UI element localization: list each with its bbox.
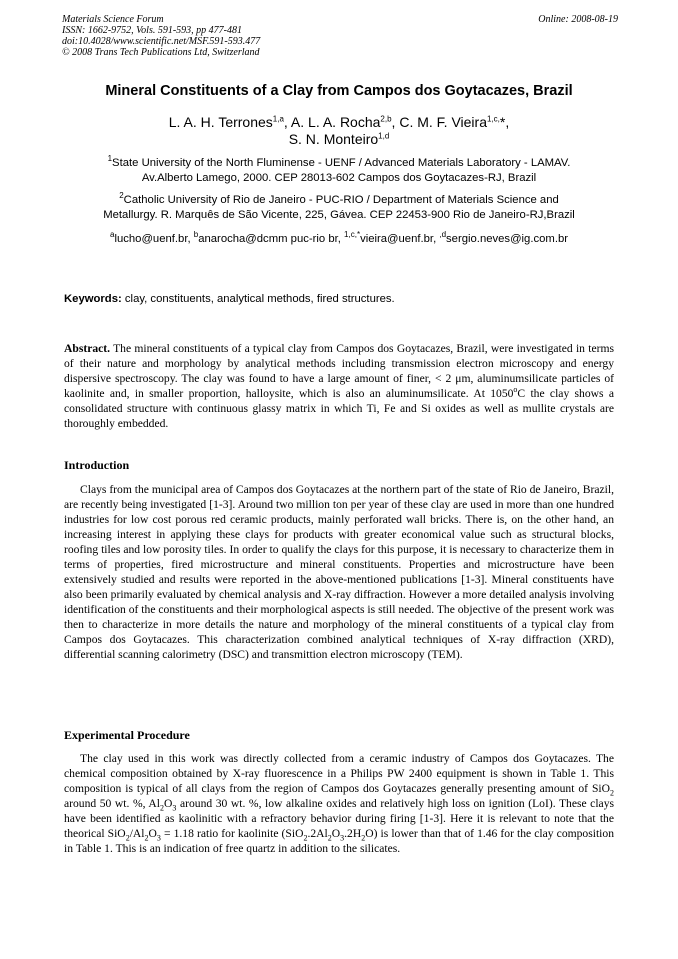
text-run: O [164,797,173,810]
text-run: O [331,827,341,840]
affiliation-mark: 2 [119,191,124,201]
text-run: /Al [129,827,145,840]
affiliation-line: Metallurgy. R. Marquês de São Vicente, 225, Gávea. CEP 22453-900 Rio de Janeiro-RJ,Brazil [103,209,575,221]
subscript: 2 [610,788,614,798]
email-mark: b [193,230,199,240]
online-date: Online: 2008-08-19 [538,14,618,25]
subscript: 3 [172,803,177,813]
experimental-paragraph [64,751,614,856]
author-list [60,114,618,148]
text-run: around 30 wt. %, low alkaline oxides and relatively high loss on ignition (LoI). These clays have been identified as kaolinitic with a refractory behavior during firing [1-3]. Here it is relevant to note that the theorical SiO [64,797,614,840]
text-run: = 1.18 ratio for kaolinite (SiO [160,827,304,840]
author-name: S. N. Monteiro [288,131,379,147]
section-heading-experimental: Experimental Procedure [64,728,190,742]
text-run: O) is lower than that of 1.46 for the clay composition in Table 1. This is an indication of free quartz in addition to the silicates. [64,827,614,855]
introduction-paragraph: Clays from the municipal area of Campos dos Goytacazes at the northern part of the state of Rio de Janeiro, Brazil, are recently being investigated [1-3]. Around two million ton per year of these clay are used in more than one hundred industries for low cost porous red ceramic products, mainly perforated wall bricks. There is, on the other hand, an increasing interest in applying these clays for products with greater economical value such as structural blocks, roofing tiles and low porosity tiles. In order to qualify the clays for this purpose, it is necessary to characterize them in terms of properties, fired microstructure and mineral constituents. Properties and microstructure have been extensively studied and results were reported in the above-mentioned publications [1-3]. Mineral constituents have also been primarily evaluated by chemical analysis and X-ray diffraction. However a more detailed analysis involving identification of the constituents and their morphological aspects is still needed. The objective of the present work was then to characterize in more details the nature and morphology of the mineral constituents of a typical clay from Campos dos Goytacazes. This characterization combined analytical techniques of X-ray diffraction (XRD), differential scanning calorimetry (DSC) and transmittion electron microscopy (TEM). [64,483,614,661]
abstract-label: Abstract. [64,342,111,355]
author-affil-mark: 1,a [272,114,284,124]
affiliation-2 [62,193,616,223]
text-run: around 50 wt. %, Al [64,797,161,810]
author-name: C. M. F. Vieira [399,114,487,130]
email-mark: 1,c,* [344,230,361,240]
affiliation-line: Catholic University of Rio de Janeiro - PUC-RIO / Department of Materials Science and [123,194,559,206]
author-separator: , [283,114,291,130]
abstract-text: C the clay shows a consolidated structure with continuous glassy matrix in which Ti, Fe and Si oxides as well as mullite crystals are thoroughly embedded. [64,387,614,430]
email-address[interactable]: vieira@uenf.br, [360,233,440,245]
author-name: L. A. H. Terrones [168,114,273,130]
journal-header [62,14,618,58]
subscript: 2 [327,833,332,843]
abstract-text: The mineral constituents of a typical clay from Campos dos Goytacazes, Brazil, were investigated in terms of their nature and morphology by analytical methods including transmission electron microscopy and energy dispersive spectroscopy. The clay was found to have a large amount of finer, < 2 μm, aluminumsilicate particles of kaolinite and, in smaller proportion, halloysite, which is also an aluminumsilicate. At 1050 [64,342,614,400]
author-affil-mark: 1,c, [486,114,500,124]
keywords [64,292,616,307]
doi-line: doi:10.4028/www.scientific.net/MSF.591-593.477 [62,36,261,47]
email-address[interactable]: sergio.neves@ig.com.br [446,233,569,245]
email-list [62,232,616,247]
subscript: 2 [125,833,130,843]
subscript: 2 [144,833,149,843]
affiliation-line: State University of the North Fluminense - UENF / Advanced Materials Laboratory - LAMAV. [112,157,571,169]
text-run: .2H [344,827,362,840]
email-address[interactable]: lucho@uenf.br, [114,233,194,245]
subscript: 2 [303,833,308,843]
issn-line: ISSN: 1662-9752, Vols. 591-593, pp 477-481 [62,25,242,36]
affiliation-line: Av.Alberto Lamego, 2000. CEP 28013-602 Campos dos Goytacazes-RJ, Brazil [141,172,537,184]
author-separator: *, [499,114,510,130]
text-run: O [148,827,157,840]
email-mark: ,d [439,230,447,240]
text-run: The clay used in this work was directly collected from a ceramic industry of Campos dos Goytacazes. The chemical composition obtained by X-ray fluorescence in a Philips PW 2400 equipment is shown in Table 1. This composition is typical of all clays from the region of Campos dos Goytacazes generally presenting amount of SiO [64,752,614,795]
affiliation-1 [62,156,616,186]
copyright-line: © 2008 Trans Tech Publications Ltd, Switzerland [62,47,260,58]
keywords-text: clay, constituents, analytical methods, fired structures. [121,293,395,305]
email-address[interactable]: anarocha@dcmm puc-rio br, [198,233,345,245]
text-run: .2Al [307,827,328,840]
subscript: 3 [156,833,161,843]
keywords-label: Keywords: [64,293,122,305]
abstract [64,341,614,431]
affiliation-mark: 1 [107,154,113,164]
author-separator: , [391,114,400,130]
author-affil-mark: 2,b [380,114,392,124]
degree-mark: o [513,385,518,395]
subscript: 2 [361,833,366,843]
section-heading-introduction: Introduction [64,458,130,472]
subscript: 3 [340,833,345,843]
subscript: 2 [160,803,165,813]
author-affil-mark: 1,d [378,131,390,141]
paper-title: Mineral Constituents of a Clay from Campos dos Goytacazes, Brazil [105,83,573,99]
journal-name: Materials Science Forum [62,14,164,25]
email-mark: a [109,230,115,240]
author-name: A. L. A. Rocha [290,114,381,130]
